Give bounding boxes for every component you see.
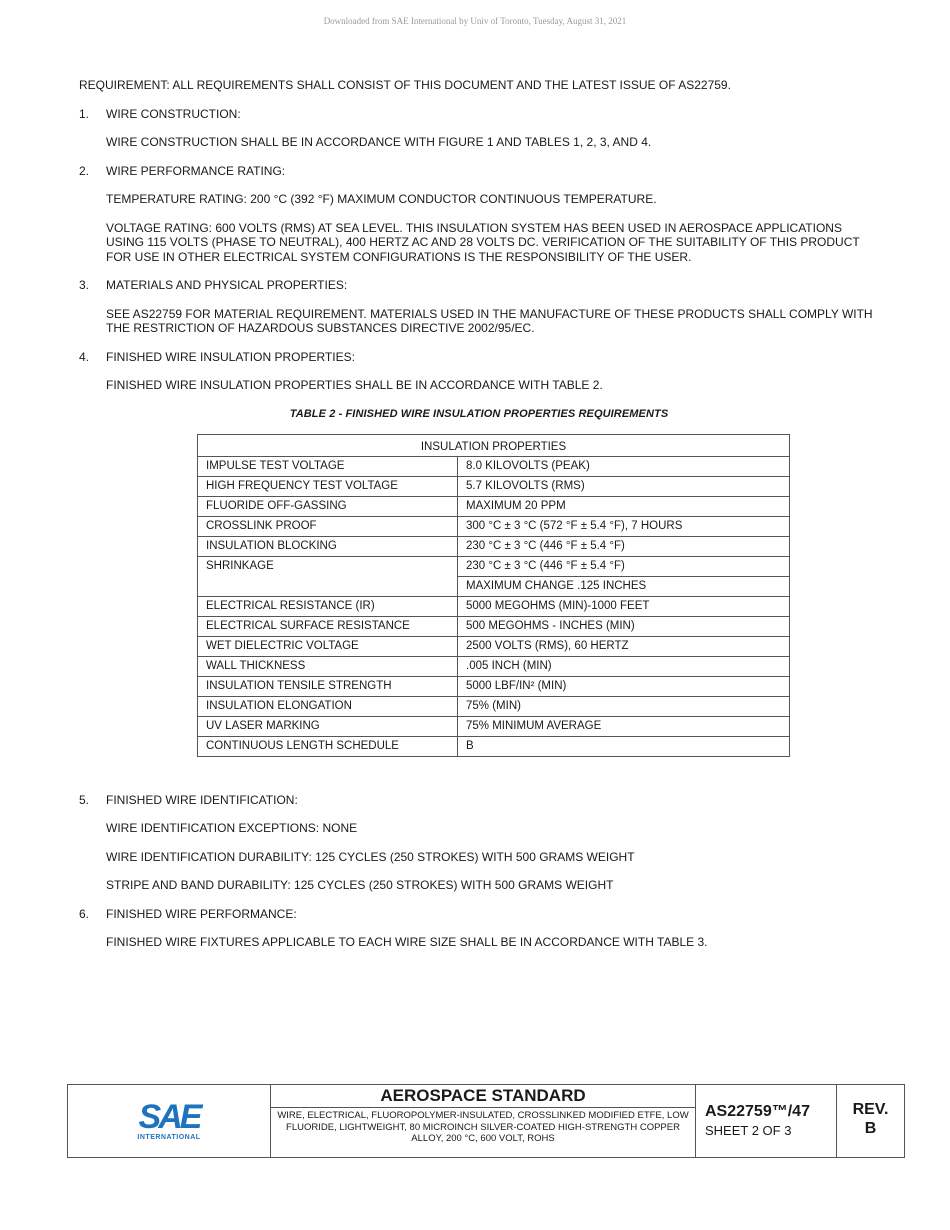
section-2-heading [79,164,879,179]
revision-label: REV. [852,1101,889,1118]
property-name: IMPULSE TEST VOLTAGE [198,456,458,476]
document-number: AS22759™/47 [705,1103,810,1120]
sae-logo [68,1085,271,1157]
property-name: ELECTRICAL RESISTANCE (IR) [198,596,458,616]
property-name: ELECTRICAL SURFACE RESISTANCE [198,616,458,636]
property-name: WALL THICKNESS [198,656,458,676]
section-number: 2. [79,163,90,178]
insulation-properties-table [197,434,790,757]
standard-title-cell [271,1085,696,1157]
revision-cell [837,1085,904,1157]
identification-durability-text: WIRE IDENTIFICATION DURABILITY: 125 CYCLES (250 STROKES) WITH 500 GRAMS WEIGHT [106,849,635,864]
revision-value: B [864,1120,877,1137]
section-number: 3. [79,278,90,292]
property-name: INSULATION TENSILE STRENGTH [198,676,458,696]
property-value: 75% (MIN) [458,696,790,716]
property-value: 8.0 KILOVOLTS (PEAK) [458,456,790,476]
standard-type: AEROSPACE STANDARD [271,1085,695,1108]
table-row [198,636,790,656]
table-header: INSULATION PROPERTIES [198,435,790,457]
section-5-heading [79,793,879,808]
section-number: 5. [79,792,90,807]
property-value: 230 °C ± 3 °C (446 °F ± 5.4 °F) [458,536,790,556]
title-block [67,1084,905,1158]
table-row [198,736,790,756]
table-row [198,496,790,516]
sae-logo-subtitle: INTERNATIONAL [137,1133,201,1141]
stripe-band-durability-text: STRIPE AND BAND DURABILITY: 125 CYCLES (250 STROKES) WITH 500 GRAMS WEIGHT [106,878,614,892]
requirement-statement: REQUIREMENT: ALL REQUIREMENTS SHALL CONSIST OF THIS DOCUMENT AND THE LATEST ISSUE OF AS22759. [79,78,731,92]
property-value: 2500 VOLTS (RMS), 60 HERTZ [458,636,790,656]
property-value: .005 INCH (MIN) [458,656,790,676]
table-row [198,516,790,536]
table-row [198,556,790,576]
table-title: TABLE 2 - FINISHED WIRE INSULATION PROPERTIES REQUIREMENTS [289,407,669,420]
materials-text: SEE AS22759 FOR MATERIAL REQUIREMENT. MATERIALS USED IN THE MANUFACTURE OF THESE PRODUCTS SHALL COMPLY WITH THE RESTRICTION OF HAZARDOUS SUBSTANCES DIRECTIVE 2002/95/EC. [106,306,873,335]
property-value: 5.7 KILOVOLTS (RMS) [458,476,790,496]
section-title: MATERIALS AND PHYSICAL PROPERTIES: [106,278,348,292]
wire-construction-text: WIRE CONSTRUCTION SHALL BE IN ACCORDANCE WITH FIGURE 1 AND TABLES 1, 2, 3, AND 4. [106,135,652,149]
property-value: 5000 LBF/IN² (MIN) [458,676,790,696]
table-body [198,456,790,756]
property-value: MAXIMUM CHANGE .125 INCHES [458,576,790,596]
property-value: 75% MINIMUM AVERAGE [458,716,790,736]
property-value: MAXIMUM 20 PPM [458,496,790,516]
wire-performance-text: FINISHED WIRE FIXTURES APPLICABLE TO EACH WIRE SIZE SHALL BE IN ACCORDANCE WITH TABLE 3. [106,935,708,949]
temperature-rating-text: TEMPERATURE RATING: 200 °C (392 °F) MAXIMUM CONDUCTOR CONTINUOUS TEMPERATURE. [106,192,657,206]
section-title: FINISHED WIRE PERFORMANCE: [106,906,297,921]
section-number: 4. [79,349,90,364]
property-value: 300 °C ± 3 °C (572 °F ± 5.4 °F), 7 HOURS [458,516,790,536]
download-watermark: Downloaded from SAE International by Univ of Toronto, Tuesday, August 31, 2021 [323,16,627,26]
section-1-heading [79,107,879,122]
property-name: WET DIELECTRIC VOLTAGE [198,636,458,656]
section-title: WIRE CONSTRUCTION: [106,106,241,121]
document-number-cell [696,1085,837,1157]
property-value: 230 °C ± 3 °C (446 °F ± 5.4 °F) [458,556,790,576]
property-value: B [458,736,790,756]
table-row [198,676,790,696]
property-name: FLUORIDE OFF-GASSING [198,496,458,516]
table-row [198,716,790,736]
section-number: 1. [79,106,90,121]
section-title: FINISHED WIRE IDENTIFICATION: [106,792,298,807]
table-row [198,536,790,556]
section-6-heading [79,907,879,922]
property-name: HIGH FREQUENCY TEST VOLTAGE [198,476,458,496]
document-body [79,78,879,964]
property-name: UV LASER MARKING [198,716,458,736]
section-title: WIRE PERFORMANCE RATING: [106,163,286,178]
voltage-rating-text: VOLTAGE RATING: 600 VOLTS (RMS) AT SEA LEVEL. THIS INSULATION SYSTEM HAS BEEN USED IN AEROSPACE APPLICATIONS USING 115 VOLTS (PHASE TO NEUTRAL), 400 HERTZ AC AND 28 VOLTS DC. VERIFICATION OF THE SUITABILITY OF THIS PRODUCT FOR USE IN OTHER ELECTRICAL SYSTEM CONFIGURATIONS IS THE RESPONSIBILITY OF THE USER. [106,220,860,264]
section-3-heading [79,278,879,293]
property-name: INSULATION ELONGATION [198,696,458,716]
table-row [198,616,790,636]
standard-description: WIRE, ELECTRICAL, FLUOROPOLYMER-INSULATED, CROSSLINKED MODIFIED ETFE, LOW FLUORIDE, LIGHTWEIGHT, 80 MICROINCH SILVER-COATED HIGH-STRENGTH COPPER ALLOY, 200 °C, 600 VOLT, ROHS [277,1110,689,1144]
sae-logo-mark: SAE [138,1097,200,1136]
property-value: 500 MEGOHMS - INCHES (MIN) [458,616,790,636]
property-value: 5000 MEGOHMS (MIN)-1000 FEET [458,596,790,616]
insulation-properties-text: FINISHED WIRE INSULATION PROPERTIES SHALL BE IN ACCORDANCE WITH TABLE 2. [106,378,603,392]
property-name: SHRINKAGE [198,556,458,596]
section-4-heading [79,350,879,365]
table-row [198,456,790,476]
table-row [198,596,790,616]
identification-exceptions-text: WIRE IDENTIFICATION EXCEPTIONS: NONE [106,821,358,835]
sheet-number: SHEET 2 OF 3 [705,1123,792,1138]
section-number: 6. [79,906,90,921]
section-title: FINISHED WIRE INSULATION PROPERTIES: [106,349,355,364]
table-row [198,656,790,676]
property-name: CONTINUOUS LENGTH SCHEDULE [198,736,458,756]
property-name: INSULATION BLOCKING [198,536,458,556]
table-row [198,476,790,496]
property-name: CROSSLINK PROOF [198,516,458,536]
table-row [198,696,790,716]
